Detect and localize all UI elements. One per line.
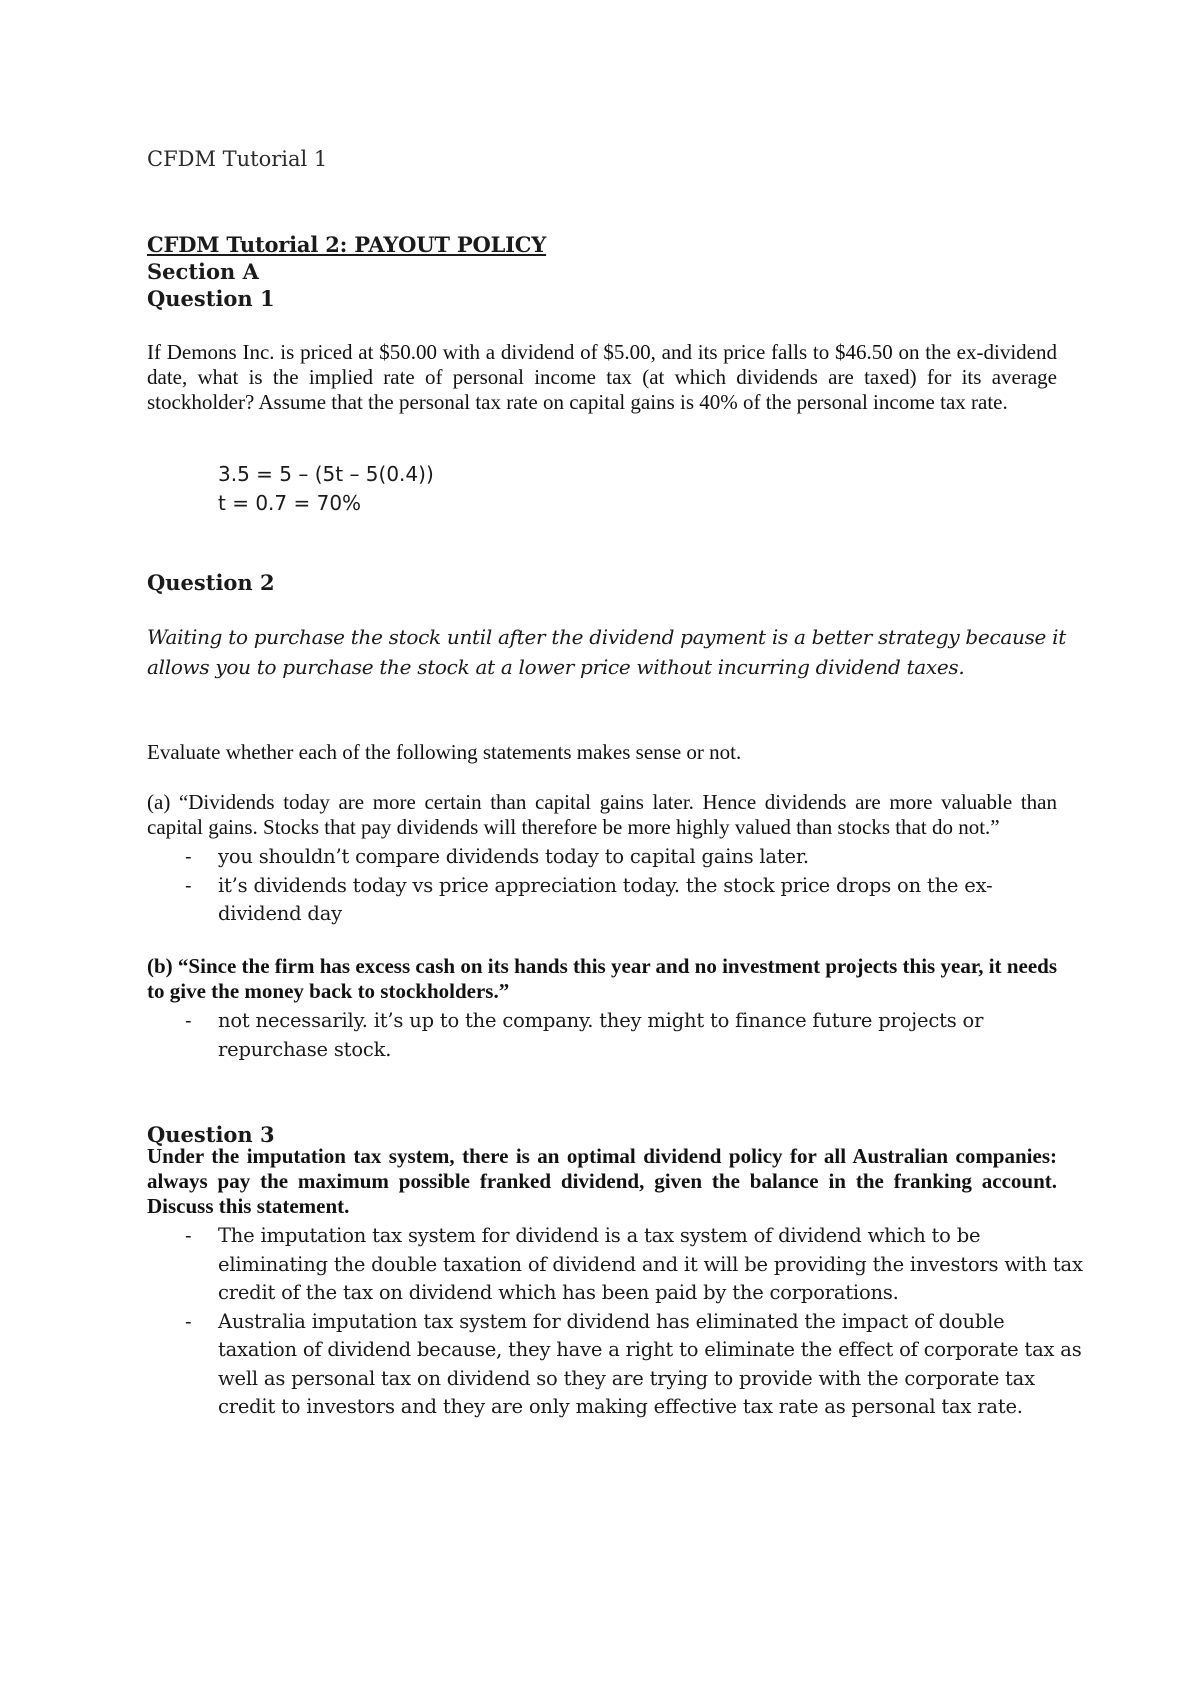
part-b-bullet-list (147, 1007, 1047, 1064)
bullet-dash: - (185, 845, 192, 868)
part-b-statement: (b) “Since the firm has excess cash on its hands this year and no investment projects this year, it needs to give the money back to stockholders.” (147, 954, 1057, 1003)
section-label: Section A (147, 259, 259, 284)
question-2-answer: Waiting to purchase the stock until after the dividend payment is a better strategy because it allows you to purchase the stock at a lower price without incurring dividend taxes. (147, 625, 1066, 679)
running-header: CFDM Tutorial 1 (147, 147, 328, 171)
list-item: - Australia imputation tax system for dividend has eliminated the impact of double taxation of dividend because, they have a right to eliminate the effect of corporate tax as well as personal tax on dividend so they are trying to provide with the corporate tax credit to investors and they are only making effective tax rate as personal tax rate. (185, 1309, 1082, 1418)
question-3-prompt: Under the imputation tax system, there is an optimal dividend policy for all Australian companies: always pay the maximum possible franked dividend, given the balance in the franking account. Discuss this statement. (147, 1144, 1057, 1218)
bullet-dash: - (185, 873, 192, 897)
bullet-dash: - (185, 1224, 192, 1247)
question-3-bullet-list (147, 1222, 1087, 1422)
question-1-calc-line-2: t = 0.7 = 70% (218, 491, 362, 515)
bullet-dash: - (185, 1309, 192, 1333)
list-item: - not necessarily. it’s up to the company. they might to finance future projects or repurchase stock. (185, 1009, 984, 1061)
part-a-bullet-list (147, 843, 1047, 929)
question-3-heading: Question 3 (147, 1122, 275, 1147)
question-2-heading: Question 2 (147, 570, 275, 595)
list-item: - it’s dividends today vs price appreciation today. the stock price drops on the ex-dividend day (185, 873, 993, 925)
question-1-prompt: If Demons Inc. is priced at $50.00 with a dividend of $5.00, and its price falls to $46.50 on the ex-dividend date, what is the implied rate of personal income tax (at which dividends are taxed) for its average stockholder? Assume that the personal tax rate on capital gains is 40% of the personal income tax rate. (147, 340, 1057, 414)
bullet-dash: - (185, 1009, 192, 1032)
document-title: CFDM Tutorial 2: PAYOUT POLICY (147, 232, 547, 257)
question-1-heading: Question 1 (147, 286, 275, 311)
list-item: - The imputation tax system for dividend is a tax system of dividend which to be eliminating the double taxation of dividend and it will be providing the investors with tax credit of the tax on dividend which has been paid by the corporations. (185, 1224, 1083, 1304)
part-a-statement: (a) “Dividends today are more certain than capital gains later. Hence dividends are more valuable than capital gains. Stocks that pay dividends will therefore be more highly valued than stocks that do not.” (147, 790, 1057, 839)
question-1-calc-line-1: 3.5 = 5 – (5t – 5(0.4)) (218, 462, 434, 486)
evaluate-prompt: Evaluate whether each of the following statements makes sense or not. (147, 740, 742, 764)
list-item: - you shouldn’t compare dividends today to capital gains later. (147, 843, 1047, 872)
